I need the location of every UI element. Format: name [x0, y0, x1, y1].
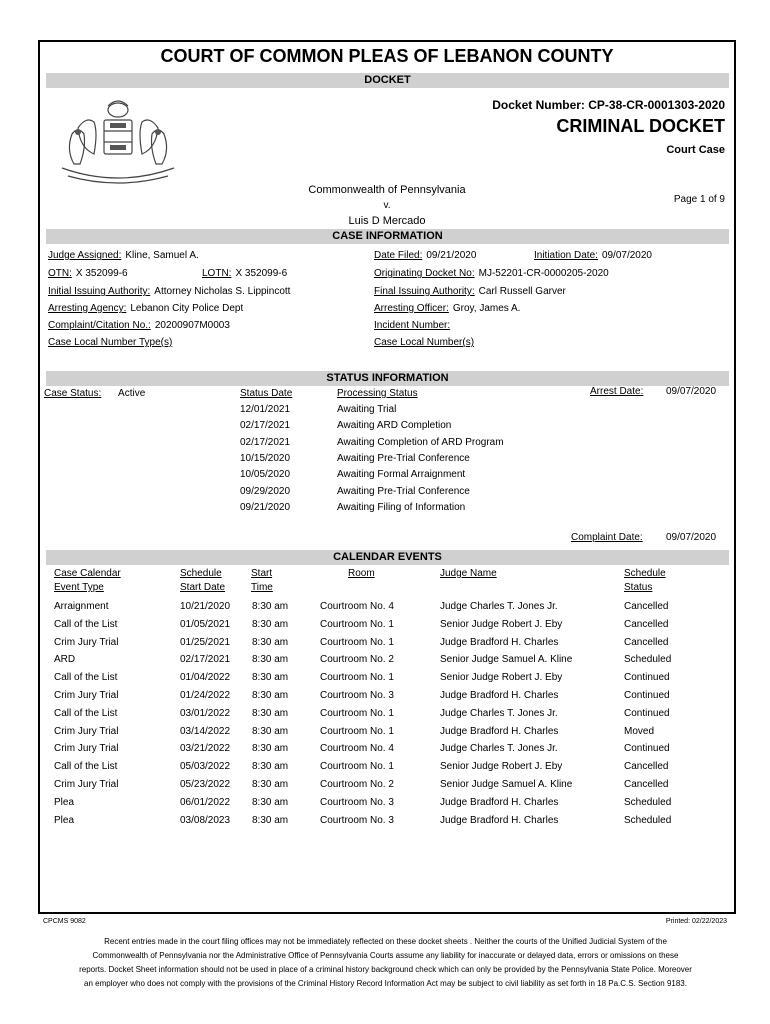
calendar-event-type: Call of the List	[54, 707, 118, 719]
calendar-start-date: 03/14/2022	[180, 725, 231, 737]
calendar-room: Courtroom No. 1	[320, 725, 394, 737]
complaint-value: 20200907M0003	[154, 320, 230, 331]
initial-authority-field	[48, 286, 290, 297]
date-filed-value: 09/21/2020	[426, 250, 477, 261]
calendar-start-date: 05/23/2022	[180, 779, 231, 790]
calendar-judge-name: Judge Bradford H. Charles	[440, 814, 559, 826]
judge-assigned-label: Judge Assigned:	[48, 250, 122, 261]
calendar-judge-name: Senior Judge Samuel A. Kline	[440, 779, 573, 790]
status-row-date: 09/29/2020	[240, 485, 291, 497]
calendar-start-time: 8:30 am	[252, 779, 289, 790]
calendar-room: Courtroom No. 3	[320, 814, 394, 826]
disclaimer-text: Recent entries made in the court filing offices may not be immediately reflected on these docket sheets . Neither the courts of the Unified Judicial System of the Commonwealth of Pennsylvania nor the Administrative Office of Pennsylvania Courts assume any liability for inaccurate or delayed data, errors or omissions on these reports. Docket Sheet information should not be used in place of a criminal history background check which can only be provided by the Pennsylvania State Police. Moreover an employer who does not comply with the provisions of the Criminal History Record Information Act may be subject to civil liability as set forth in 18 Pa.C.S. Section 9183.	[79, 937, 692, 988]
status-date-header: Status Date	[240, 388, 293, 399]
status-row-processing-status: Awaiting Completion of ARD Program	[337, 436, 504, 448]
arresting-officer-field	[374, 303, 520, 314]
docket-frame	[38, 40, 736, 914]
docket-type-title: CRIMINAL DOCKET	[556, 116, 725, 136]
calendar-start-date: 05/03/2022	[180, 761, 231, 773]
case-status-label: Case Status:	[44, 388, 102, 399]
case-status-value: Active	[118, 388, 146, 399]
page-number: Page 1 of 9	[673, 194, 725, 205]
start-date-header-line2: Start Date	[180, 582, 226, 593]
calendar-judge-name: Judge Charles T. Jones Jr.	[440, 743, 558, 755]
initiation-date-value: 09/07/2020	[601, 250, 652, 261]
otn-value: X 352099-6	[75, 268, 128, 279]
calendar-judge-name: Senior Judge Robert J. Eby	[440, 672, 563, 684]
lotn-field	[202, 268, 287, 279]
originating-docket-value: MJ-52201-CR-0000205-2020	[478, 268, 609, 279]
calendar-room: Courtroom No. 1	[320, 672, 394, 684]
final-authority-field	[374, 286, 566, 297]
calendar-start-date: 01/05/2021	[180, 618, 231, 630]
lotn-label: LOTN:	[202, 268, 232, 279]
calendar-events-band: CALENDAR EVENTS	[46, 550, 729, 565]
lotn-value: X 352099-6	[235, 268, 288, 279]
case-information-band: CASE INFORMATION	[46, 229, 729, 244]
arresting-agency-value: Lebanon City Police Dept	[130, 303, 244, 314]
calendar-start-date: 01/25/2021	[180, 636, 231, 648]
calendar-start-time: 8:30 am	[252, 814, 289, 826]
schedule-status-header-line1: Schedule	[624, 568, 666, 579]
calendar-start-date: 01/04/2022	[180, 672, 231, 684]
calendar-event-type: Crim Jury Trial	[54, 779, 119, 790]
calendar-start-time: 8:30 am	[252, 743, 289, 755]
calendar-room: Courtroom No. 4	[320, 601, 394, 612]
calendar-judge-name: Senior Judge Robert J. Eby	[440, 618, 563, 630]
calendar-start-date: 02/17/2021	[180, 654, 231, 666]
calendar-start-time: 8:30 am	[252, 636, 289, 648]
calendar-event-type: Call of the List	[54, 618, 118, 630]
calendar-schedule-status: Scheduled	[624, 814, 672, 826]
caption-defendant: Luis D Mercado	[348, 215, 426, 227]
status-row-date: 02/17/2021	[240, 436, 291, 448]
initiation-date-label: Initiation Date:	[534, 250, 598, 261]
start-time-header-line1: Start	[251, 568, 273, 579]
calendar-start-time: 8:30 am	[252, 796, 289, 808]
status-row-processing-status: Awaiting Pre-Trial Conference	[337, 452, 470, 464]
calendar-judge-name: Judge Bradford H. Charles	[440, 690, 559, 701]
initial-authority-value: Attorney Nicholas S. Lippincott	[154, 286, 291, 297]
judge-name-header: Judge Name	[440, 568, 497, 579]
pennsylvania-seal-icon	[54, 94, 182, 186]
printed-date: Printed: 02/22/2023	[665, 918, 727, 925]
calendar-room: Courtroom No. 4	[320, 743, 394, 755]
start-time-header-line2: Time	[251, 582, 273, 593]
initial-authority-label: Initial Issuing Authority:	[48, 286, 151, 297]
complaint-field	[48, 320, 230, 331]
processing-status-header: Processing Status	[337, 388, 418, 399]
complaint-date-value: 09/07/2020	[666, 532, 717, 543]
calendar-schedule-status: Continued	[624, 707, 670, 719]
calendar-room: Courtroom No. 1	[320, 761, 394, 773]
final-authority-value: Carl Russell Garver	[478, 286, 566, 297]
schedule-status-header-line2: Status	[624, 582, 653, 593]
arresting-agency-label: Arresting Agency:	[48, 303, 127, 314]
case-local-number-label: Case Local Number(s)	[374, 337, 475, 348]
status-row-processing-status: Awaiting ARD Completion	[337, 420, 452, 432]
case-local-number-type-label: Case Local Number Type(s)	[48, 337, 173, 348]
calendar-start-time: 8:30 am	[252, 601, 289, 612]
originating-docket-field	[374, 268, 609, 279]
calendar-room: Courtroom No. 2	[320, 779, 394, 790]
complaint-label: Complaint/Citation No.:	[48, 320, 151, 331]
calendar-start-date: 03/01/2022	[180, 707, 231, 719]
calendar-start-time: 8:30 am	[252, 761, 289, 773]
calendar-room: Courtroom No. 1	[320, 707, 394, 719]
judge-assigned-field	[48, 250, 199, 261]
calendar-judge-name: Judge Bradford H. Charles	[440, 796, 559, 808]
calendar-start-time: 8:30 am	[252, 707, 289, 719]
calendar-schedule-status: Moved	[624, 725, 655, 737]
calendar-judge-name: Senior Judge Robert J. Eby	[440, 761, 563, 773]
final-authority-label: Final Issuing Authority:	[374, 286, 475, 297]
calendar-schedule-status: Cancelled	[624, 779, 669, 790]
calendar-judge-name: Judge Bradford H. Charles	[440, 725, 559, 737]
calendar-start-date: 10/21/2020	[180, 601, 231, 612]
docket-band: DOCKET	[46, 73, 729, 88]
calendar-judge-name: Senior Judge Samuel A. Kline	[440, 654, 573, 666]
start-date-header-line1: Schedule	[180, 568, 222, 579]
calendar-room: Courtroom No. 3	[320, 690, 394, 701]
arresting-agency-field	[48, 303, 243, 314]
calendar-event-type: Plea	[54, 796, 75, 808]
calendar-event-type: Crim Jury Trial	[54, 743, 119, 755]
status-information-band: STATUS INFORMATION	[46, 371, 729, 386]
status-row-date: 12/01/2021	[240, 404, 291, 415]
caption-plaintiff: Commonwealth of Pennsylvania	[308, 184, 466, 196]
status-row-processing-status: Awaiting Formal Arraignment	[337, 469, 466, 481]
calendar-event-type: Crim Jury Trial	[54, 636, 119, 648]
calendar-schedule-status: Cancelled	[624, 618, 669, 630]
otn-field	[48, 268, 128, 279]
calendar-schedule-status: Scheduled	[624, 654, 672, 666]
calendar-schedule-status: Continued	[624, 690, 670, 701]
arresting-officer-label: Arresting Officer:	[374, 303, 449, 314]
calendar-event-type: Crim Jury Trial	[54, 690, 119, 701]
arresting-officer-value: Groy, James A.	[452, 303, 521, 314]
status-row-processing-status: Awaiting Trial	[337, 404, 397, 415]
calendar-start-time: 8:30 am	[252, 672, 289, 684]
date-filed-field	[374, 250, 476, 261]
calendar-event-type: Call of the List	[54, 761, 118, 773]
calendar-judge-name: Judge Charles T. Jones Jr.	[440, 601, 558, 612]
court-title: COURT OF COMMON PLEAS OF LEBANON COUNTY	[160, 46, 614, 66]
calendar-event-type: ARD	[54, 654, 76, 666]
calendar-start-date: 03/08/2023	[180, 814, 231, 826]
status-row-date: 10/05/2020	[240, 469, 291, 481]
calendar-start-time: 8:30 am	[252, 618, 289, 630]
calendar-start-time: 8:30 am	[252, 654, 289, 666]
complaint-date-label: Complaint Date:	[571, 532, 643, 543]
status-row-processing-status: Awaiting Filing of Information	[337, 501, 466, 513]
room-header: Room	[348, 568, 375, 579]
calendar-start-date: 03/21/2022	[180, 743, 231, 755]
calendar-event-type: Crim Jury Trial	[54, 725, 119, 737]
incident-number-label: Incident Number:	[374, 320, 451, 331]
otn-label: OTN:	[48, 268, 72, 279]
calendar-schedule-status: Cancelled	[624, 761, 669, 773]
caption-versus: v.	[383, 200, 391, 211]
calendar-judge-name: Judge Charles T. Jones Jr.	[440, 707, 558, 719]
calendar-room: Courtroom No. 3	[320, 796, 394, 808]
form-id: CPCMS 9082	[43, 918, 86, 925]
status-row-processing-status: Awaiting Pre-Trial Conference	[337, 485, 470, 497]
date-filed-label: Date Filed:	[374, 250, 423, 261]
initiation-date-field	[534, 250, 652, 261]
calendar-schedule-status: Continued	[624, 743, 670, 755]
calendar-start-date: 01/24/2022	[180, 690, 231, 701]
calendar-start-date: 06/01/2022	[180, 796, 231, 808]
calendar-schedule-status: Scheduled	[624, 796, 672, 808]
calendar-room: Courtroom No. 1	[320, 618, 394, 630]
originating-docket-label: Originating Docket No:	[374, 268, 475, 279]
calendar-room: Courtroom No. 2	[320, 654, 394, 666]
event-type-header-line2: Event Type	[54, 582, 104, 593]
status-row-date: 02/17/2021	[240, 420, 291, 432]
calendar-start-time: 8:30 am	[252, 690, 289, 701]
calendar-schedule-status: Cancelled	[624, 636, 669, 648]
calendar-room: Courtroom No. 1	[320, 636, 394, 648]
calendar-start-time: 8:30 am	[252, 725, 289, 737]
court-case-label: Court Case	[666, 144, 725, 156]
judge-assigned-value: Kline, Samuel A.	[125, 250, 199, 261]
calendar-event-type: Call of the List	[54, 672, 118, 684]
calendar-schedule-status: Continued	[624, 672, 670, 684]
status-row-date: 09/21/2020	[240, 501, 291, 513]
case-status-field	[44, 388, 145, 399]
arrest-date-label: Arrest Date:	[590, 386, 644, 397]
arrest-date-value: 09/07/2020	[666, 386, 717, 397]
status-row-date: 10/15/2020	[240, 452, 291, 464]
calendar-schedule-status: Cancelled	[624, 601, 669, 612]
calendar-judge-name: Judge Bradford H. Charles	[440, 636, 559, 648]
event-type-header-line1: Case Calendar	[54, 568, 121, 579]
docket-number: Docket Number: CP-38-CR-0001303-2020	[492, 98, 725, 112]
calendar-event-type: Plea	[54, 814, 75, 826]
calendar-event-type: Arraignment	[54, 601, 109, 612]
